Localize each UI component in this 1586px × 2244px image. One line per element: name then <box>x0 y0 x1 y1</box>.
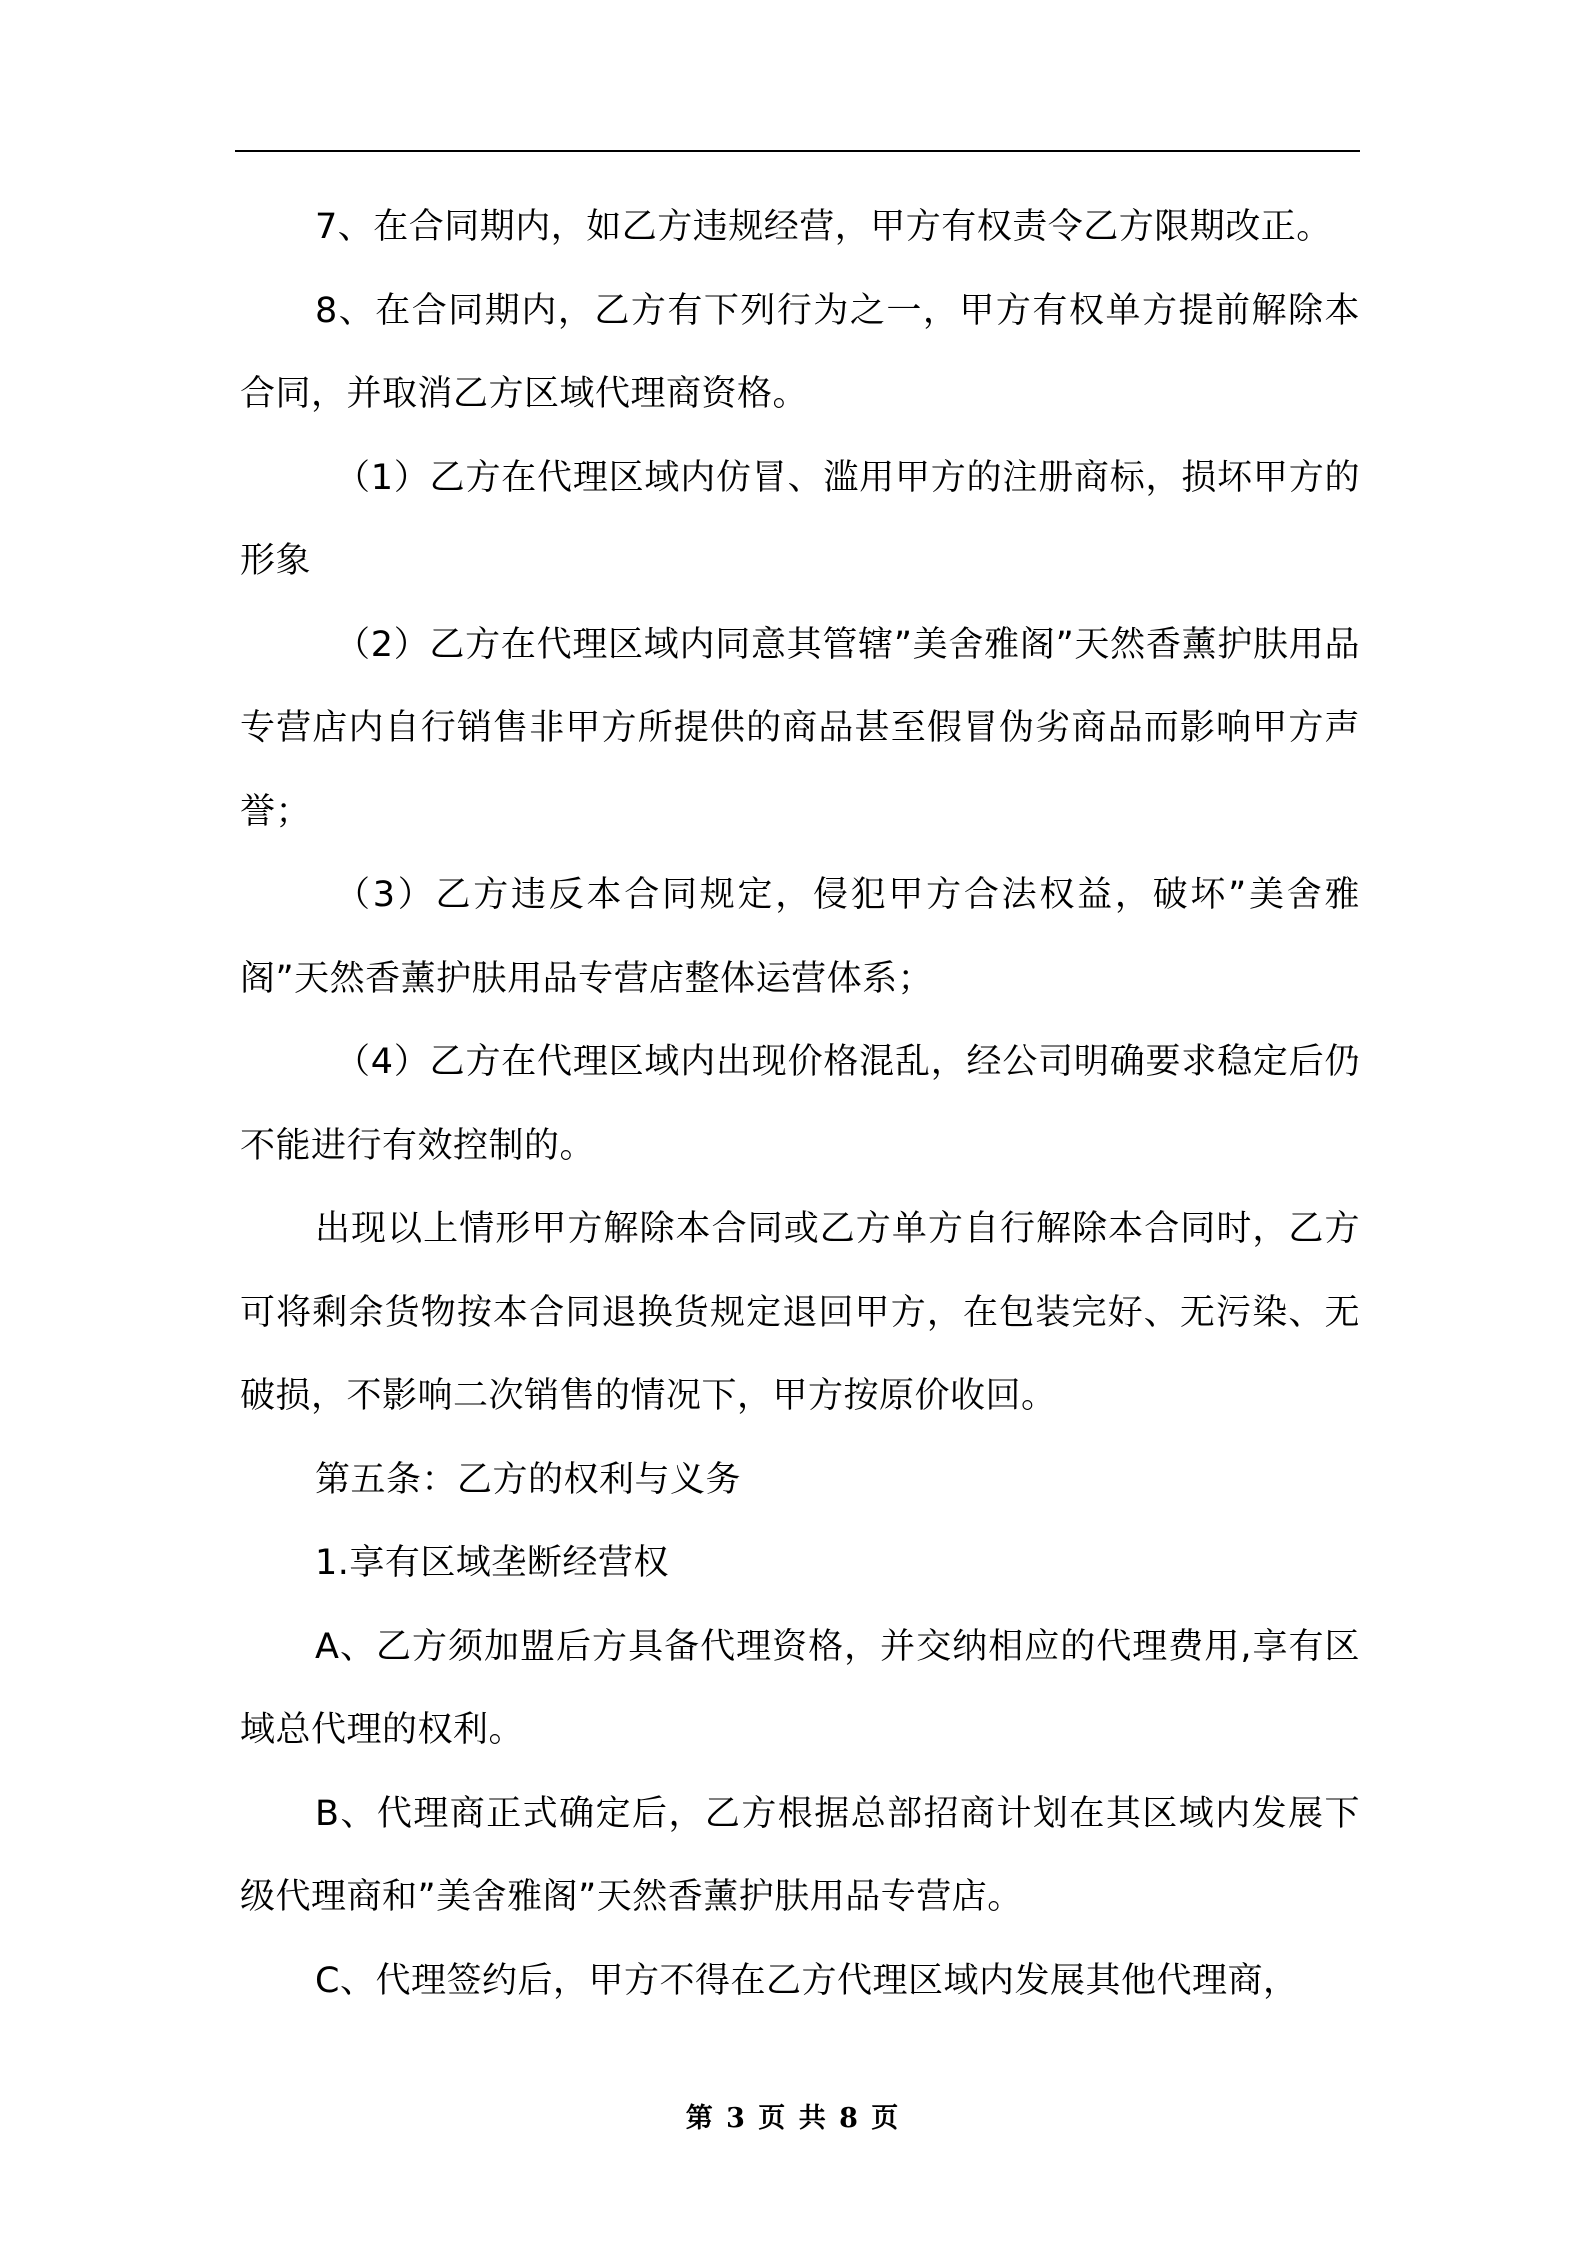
document-body <box>240 186 1360 2023</box>
paragraph: （4）乙方在代理区域内出现价格混乱，经公司明确要求稳定后仍不能进行有效控制的。 <box>240 1042 1360 1166</box>
paragraph: C、代理签约后，甲方不得在乙方代理区域内发展其他代理商， <box>315 1960 1299 2001</box>
page-number-footer: 第 3 页 共 8 页 <box>685 2103 901 2134</box>
paragraph: （3）乙方违反本合同规定，侵犯甲方合法权益，破坏”美舍雅阁”天然香薰护肤用品专营店整体运营体系； <box>240 875 1360 999</box>
paragraph: （1）乙方在代理区域内仿冒、滥用甲方的注册商标，损坏甲方的形象 <box>240 457 1360 581</box>
subsection-heading: 1.享有区域垄断经营权 <box>315 1543 669 1583</box>
paragraph: 8、在合同期内，乙方有下列行为之一，甲方有权单方提前解除本合同，并取消乙方区域代理商资格。 <box>240 290 1360 414</box>
header-rule <box>235 150 1360 152</box>
paragraph: （2）乙方在代理区域内同意其管辖”美舍雅阁”天然香薰护肤用品专营店内自行销售非甲方所提供的商品甚至假冒伪劣商品而影响甲方声誉； <box>240 624 1360 832</box>
paragraph: A、乙方须加盟后方具备代理资格，并交纳相应的代理费用,享有区域总代理的权利。 <box>240 1626 1360 1750</box>
paragraph: 7、在合同期内，如乙方违规经营，甲方有权责令乙方限期改正。 <box>315 207 1332 247</box>
section-heading: 第五条：乙方的权利与义务 <box>315 1459 742 1500</box>
paragraph: B、代理商正式确定后，乙方根据总部招商计划在其区域内发展下级代理商和”美舍雅阁”天然香薰护肤用品专营店。 <box>240 1793 1360 1917</box>
paragraph: 出现以上情形甲方解除本合同或乙方单方自行解除本合同时，乙方可将剩余货物按本合同退换货规定退回甲方，在包装完好、无污染、无破损，不影响二次销售的情况下，甲方按原价收回。 <box>240 1209 1360 1416</box>
